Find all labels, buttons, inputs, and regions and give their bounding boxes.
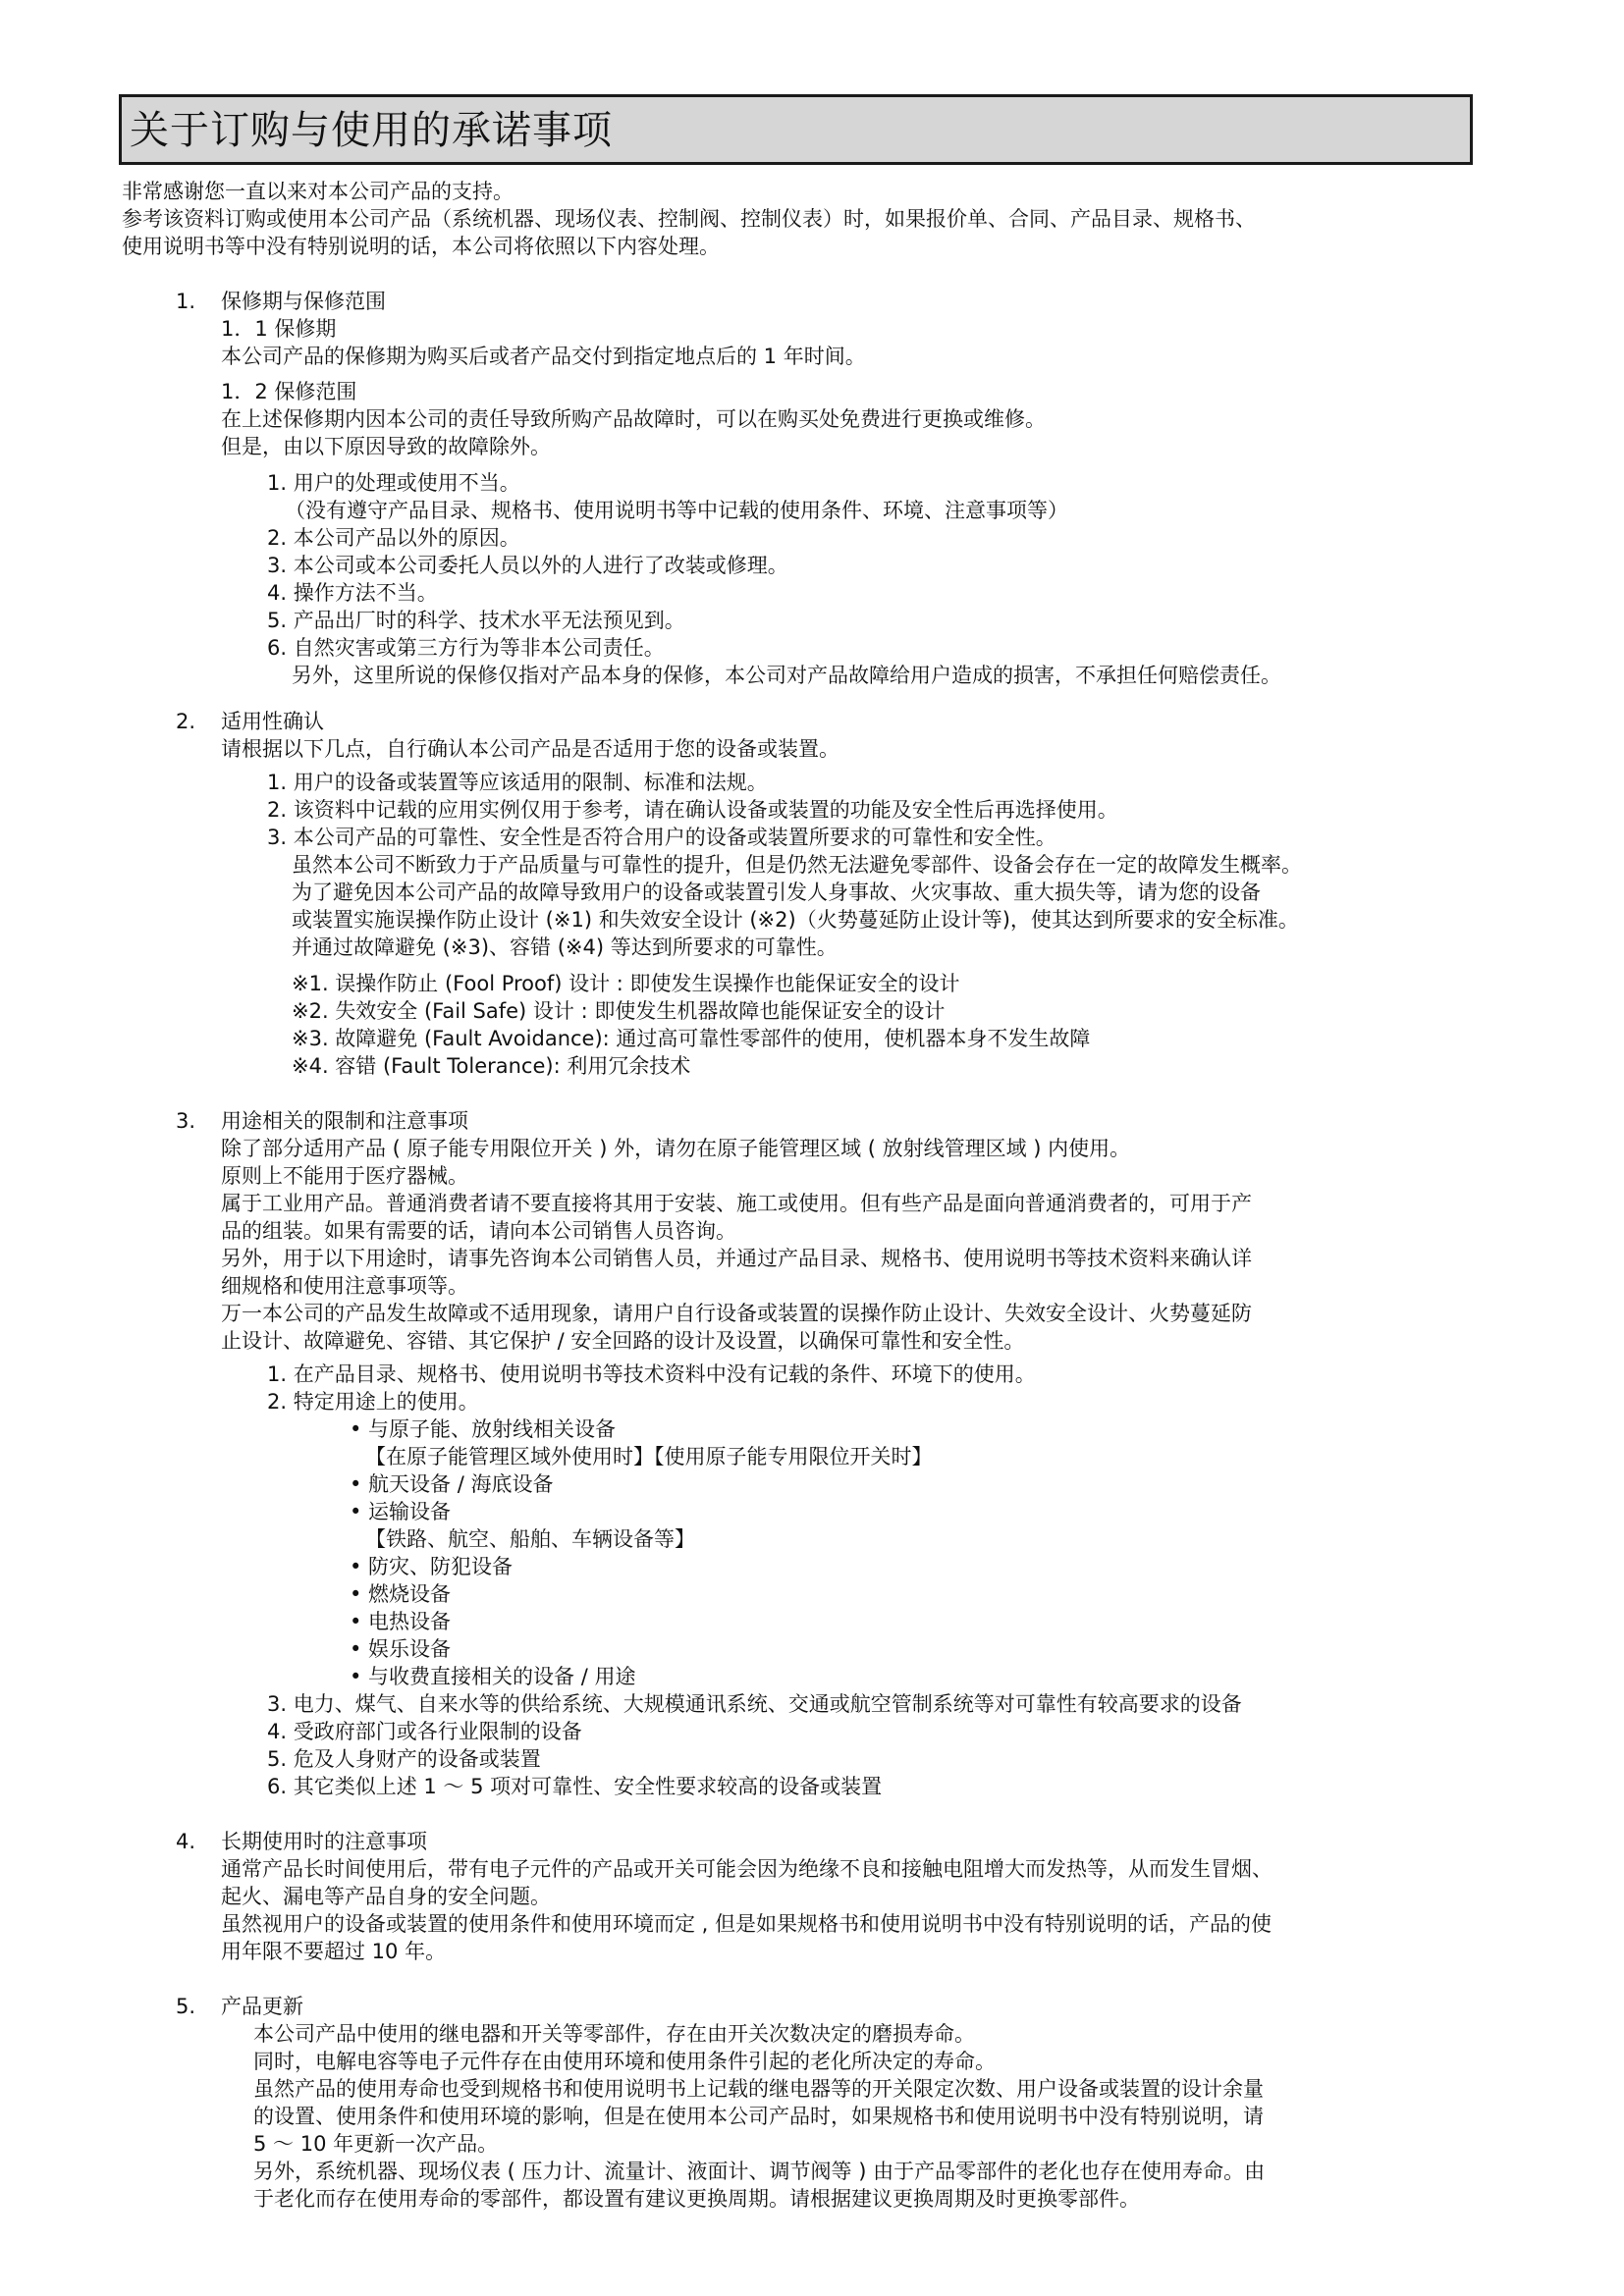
list-item: 3. 本公司产品的可靠性、安全性是否符合用户的设备或装置所要求的可靠性和安全性。: [267, 826, 1056, 849]
paragraph-line: 另外，这里所说的保修仅指对产品本身的保修，本公司对产品故障给用户造成的损害，不承担任何赔偿责任。: [292, 664, 1281, 687]
section-heading: 产品更新: [221, 1995, 303, 2018]
list-item: 3. 电力、煤气、自来水等的供给系统、大规模通讯系统、交通或航空管制系统等对可靠性有较高要求的设备: [267, 1692, 1242, 1716]
paragraph-line: 通常产品长时间使用后，带有电子元件的产品或开关可能会因为绝缘不良和接触电阻增大而发热等，从而发生冒烟、: [221, 1857, 1272, 1881]
paragraph-line: 本公司产品的保修期为购买后或者产品交付到指定地点后的 1 年时间。: [221, 345, 866, 368]
paragraph-line: 另外，系统机器、现场仪表 ( 压力计、流量计、液面计、调节阀等 ) 由于产品零部件的老化也存在使用寿命。由: [253, 2160, 1266, 2183]
paragraph-line: 虽然本公司不断致力于产品质量与可靠性的提升，但是仍然无法避免零部件、设备会存在一定的故障发生概率。: [292, 853, 1302, 877]
list-item: 2. 特定用途上的使用。: [267, 1390, 479, 1414]
paragraph-line: 虽然视用户的设备或装置的使用条件和使用环境而定 , 但是如果规格书和使用说明书中没有特别说明的话，产品的使: [221, 1912, 1272, 1936]
intro-line: 使用说明书等中没有特别说明的话，本公司将依照以下内容处理。: [122, 235, 720, 258]
bullet-note: 【在原子能管理区域外使用时】【使用原子能专用限位开关时】: [365, 1445, 933, 1468]
title-box: [119, 94, 1473, 165]
paragraph-line: 用年限不要超过 10 年。: [221, 1940, 447, 1963]
paragraph-line: 但是，由以下原因导致的故障除外。: [221, 435, 551, 458]
list-item: 5. 产品出厂时的科学、技术水平无法预见到。: [267, 609, 685, 632]
list-item: 5. 危及人身财产的设备或装置: [267, 1747, 541, 1771]
list-item: 3. 本公司或本公司委托人员以外的人进行了改装或修理。: [267, 554, 788, 577]
paragraph-line: 同时，电解电容等电子元件存在由使用环境和使用条件引起的老化所决定的寿命。: [253, 2050, 996, 2073]
paragraph-line: 在上述保修期内因本公司的责任导致所购产品故障时，可以在购买处免费进行更换或维修。: [221, 407, 1046, 431]
list-item: （没有遵守产品目录、规格书、使用说明书等中记载的使用条件、环境、注意事项等）: [285, 499, 1068, 522]
paragraph-line: 的设置、使用条件和使用环境的影响，但是在使用本公司产品时，如果规格书和使用说明书中没有特别说明，请: [253, 2105, 1264, 2128]
list-item: 1. 用户的设备或装置等应该适用的限制、标准和法规。: [267, 771, 768, 794]
bullet-item: • 电热设备: [350, 1610, 452, 1633]
paragraph-line: 起火、漏电等产品自身的安全问题。: [221, 1885, 551, 1908]
section-number: 3.: [176, 1109, 196, 1133]
intro-line: 非常感谢您一直以来对本公司产品的支持。: [122, 180, 514, 203]
subsection-heading: 1．2 保修范围: [221, 380, 357, 403]
subsection-heading: 1．1 保修期: [221, 317, 337, 341]
list-item: 6. 其它类似上述 1 ～ 5 项对可靠性、安全性要求较高的设备或装置: [267, 1775, 883, 1798]
paragraph-line: 请根据以下几点，自行确认本公司产品是否适用于您的设备或装置。: [221, 737, 839, 761]
list-item: 4. 受政府部门或各行业限制的设备: [267, 1720, 582, 1743]
list-item: 4. 操作方法不当。: [267, 581, 438, 605]
paragraph-line: 品的组装。如果有需要的话，请向本公司销售人员咨询。: [221, 1219, 736, 1243]
paragraph-line: 本公司产品中使用的继电器和开关等零部件，存在由开关次数决定的磨损寿命。: [253, 2022, 975, 2046]
section-heading: 长期使用时的注意事项: [221, 1830, 427, 1853]
section-heading: 用途相关的限制和注意事项: [221, 1109, 468, 1133]
section-number: 2.: [176, 710, 196, 733]
section-number: 5.: [176, 1995, 196, 2018]
footnote-line: ※2. 失效安全 (Fail Safe) 设计 : 即使发生机器故障也能保证安全的设计: [292, 999, 946, 1023]
bullet-item: • 航天设备 / 海底设备: [350, 1472, 554, 1496]
paragraph-line: 万一本公司的产品发生故障或不适用现象，请用户自行设备或装置的误操作防止设计、失效安全设计、火势蔓延防: [221, 1302, 1252, 1325]
bullet-item: • 娱乐设备: [350, 1637, 452, 1661]
footnote-line: ※3. 故障避免 (Fault Avoidance): 通过高可靠性零部件的使用，使机器本身不发生故障: [292, 1027, 1091, 1050]
paragraph-line: 并通过故障避免 (※3)、容错 (※4) 等达到所要求的可靠性。: [292, 935, 838, 959]
list-item: 1. 在产品目录、规格书、使用说明书等技术资料中没有记载的条件、环境下的使用。: [267, 1362, 1036, 1386]
bullet-item: • 防灾、防犯设备: [350, 1555, 514, 1578]
list-item: 1. 用户的处理或使用不当。: [267, 471, 520, 495]
section-heading: 保修期与保修范围: [221, 290, 386, 313]
paragraph-line: 止设计、故障避免、容错、其它保护 / 安全回路的设计及设置，以确保可靠性和安全性。: [221, 1329, 1025, 1353]
footnote-line: ※1. 误操作防止 (Fool Proof) 设计 : 即使发生误操作也能保证安全的设计: [292, 972, 960, 995]
paragraph-line: 于老化而存在使用寿命的零部件，都设置有建议更换周期。请根据建议更换周期及时更换零部件。: [253, 2187, 1140, 2211]
bullet-item: • 燃烧设备: [350, 1582, 452, 1606]
list-item: 2. 该资料中记载的应用实例仅用于参考，请在确认设备或装置的功能及安全性后再选择使用。: [267, 798, 1118, 822]
paragraph-line: 为了避免因本公司产品的故障导致用户的设备或装置引发人身事故、火灾事故、重大损失等，请为您的设备: [292, 881, 1261, 904]
list-item: 2. 本公司产品以外的原因。: [267, 526, 520, 550]
bullet-item: • 与收费直接相关的设备 / 用途: [350, 1665, 636, 1688]
paragraph-line: 细规格和使用注意事项等。: [221, 1274, 468, 1298]
paragraph-line: 除了部分适用产品 ( 原子能专用限位开关 ) 外，请勿在原子能管理区域 ( 放射线管理区域 ) 内使用。: [221, 1137, 1131, 1160]
paragraph-line: 5 ～ 10 年更新一次产品。: [253, 2132, 499, 2156]
section-number: 4.: [176, 1830, 196, 1853]
bullet-note: 【铁路、航空、船舶、车辆设备等】: [365, 1527, 695, 1551]
list-item: 6. 自然灾害或第三方行为等非本公司责任。: [267, 636, 665, 660]
section-heading: 适用性确认: [221, 710, 324, 733]
paragraph-line: 属于工业用产品。普通消费者请不要直接将其用于安装、施工或使用。但有些产品是面向普通消费者的，可用于产: [221, 1192, 1252, 1215]
paragraph-line: 原则上不能用于医疗器械。: [221, 1164, 468, 1188]
paragraph-line: 虽然产品的使用寿命也受到规格书和使用说明书上记载的继电器等的开关限定次数、用户设备或装置的设计余量: [253, 2077, 1264, 2101]
bullet-item: • 与原子能、放射线相关设备: [350, 1417, 617, 1441]
paragraph-line: 或装置实施误操作防止设计 (※1) 和失效安全设计 (※2)（火势蔓延防止设计等)，使其达到所要求的安全标准。: [292, 908, 1299, 932]
footnote-line: ※4. 容错 (Fault Tolerance): 利用冗余技术: [292, 1054, 691, 1078]
paragraph-line: 另外，用于以下用途时，请事先咨询本公司销售人员，并通过产品目录、规格书、使用说明书等技术资料来确认详: [221, 1247, 1252, 1270]
intro-line: 参考该资料订购或使用本公司产品（系统机器、现场仪表、控制阀、控制仪表）时，如果报价单、合同、产品目录、规格书、: [122, 207, 1256, 231]
page-title: 关于订购与使用的承诺事项: [130, 108, 613, 153]
bullet-item: • 运输设备: [350, 1500, 452, 1523]
section-number: 1.: [176, 290, 196, 313]
